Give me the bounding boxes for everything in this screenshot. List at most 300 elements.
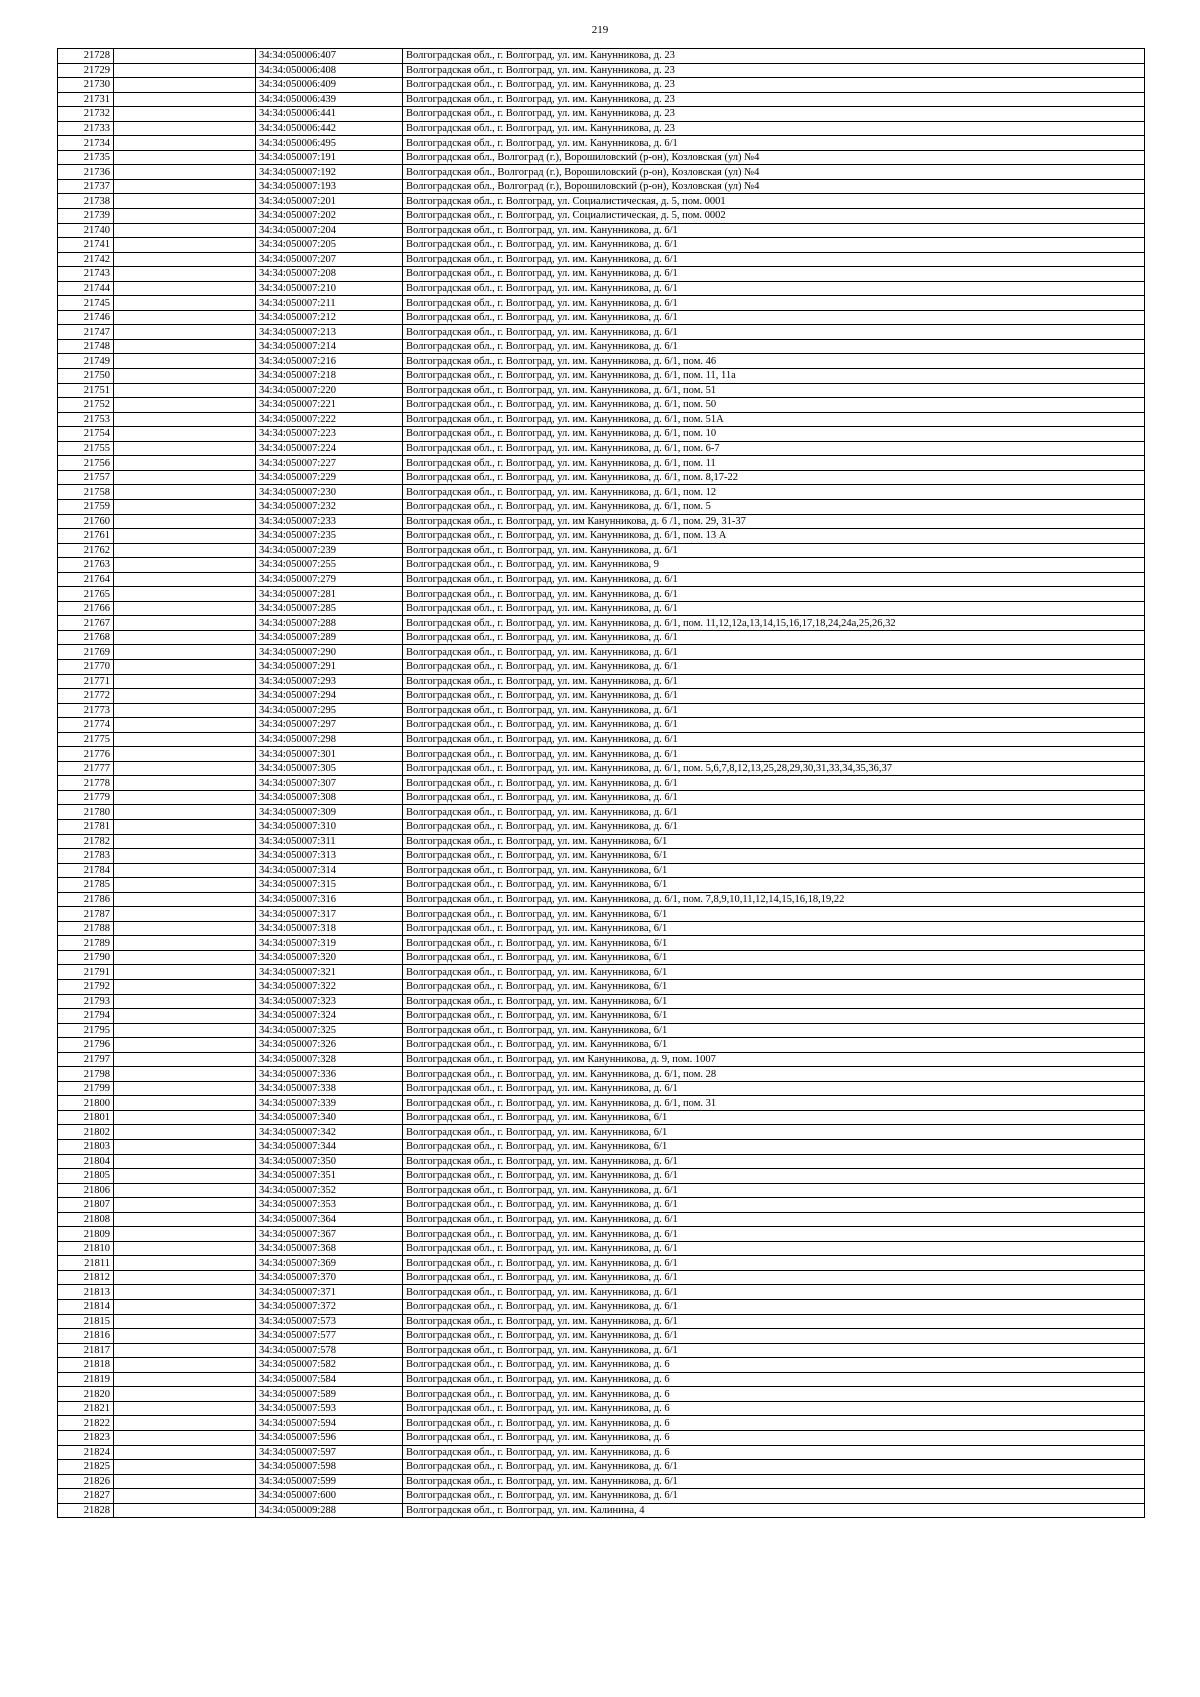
row-number-cell: 21802 <box>58 1125 114 1140</box>
row-number-cell: 21748 <box>58 339 114 354</box>
table-row <box>58 369 1145 384</box>
cadastral-number-cell: 34:34:050006:441 <box>256 107 403 122</box>
table-row <box>58 238 1145 253</box>
address-cell: Волгоградская обл., г. Волгоград, ул. им. Канунникова, д. 6 <box>403 1387 1145 1402</box>
cadastral-number-cell: 34:34:050007:307 <box>256 776 403 791</box>
table-row <box>58 1503 1145 1518</box>
blank-cell <box>114 543 256 558</box>
table-row <box>58 63 1145 78</box>
address-cell: Волгоградская обл., г. Волгоград, ул. им. Канунникова, д. 6/1 <box>403 310 1145 325</box>
table-row <box>58 601 1145 616</box>
table-row <box>58 1489 1145 1504</box>
cadastral-number-cell: 34:34:050007:233 <box>256 514 403 529</box>
blank-cell <box>114 819 256 834</box>
table-row <box>58 819 1145 834</box>
cadastral-number-cell: 34:34:050007:204 <box>256 223 403 238</box>
blank-cell <box>114 703 256 718</box>
blank-cell <box>114 1009 256 1024</box>
address-cell: Волгоградская обл., г. Волгоград, ул. им. Канунникова, д. 6/1 <box>403 325 1145 340</box>
address-cell: Волгоградская обл., г. Волгоград, ул. им. Канунникова, д. 6 <box>403 1358 1145 1373</box>
table-row <box>58 514 1145 529</box>
table-row <box>58 950 1145 965</box>
cadastral-number-cell: 34:34:050007:294 <box>256 689 403 704</box>
row-number-cell: 21742 <box>58 252 114 267</box>
cadastral-number-cell: 34:34:050007:336 <box>256 1067 403 1082</box>
table-row <box>58 1067 1145 1082</box>
cadastral-number-cell: 34:34:050007:371 <box>256 1285 403 1300</box>
table-row <box>58 1445 1145 1460</box>
address-cell: Волгоградская обл., г. Волгоград, ул. им. Канунникова, 6/1 <box>403 1023 1145 1038</box>
blank-cell <box>114 761 256 776</box>
blank-cell <box>114 1038 256 1053</box>
registry-table-body <box>58 49 1145 1518</box>
address-cell: Волгоградская обл., г. Волгоград, ул. им. Канунникова, 6/1 <box>403 1140 1145 1155</box>
address-cell: Волгоградская обл., г. Волгоград, ул. им. Канунникова, д. 6/1 <box>403 339 1145 354</box>
cadastral-number-cell: 34:34:050007:368 <box>256 1241 403 1256</box>
address-cell: Волгоградская обл., г. Волгоград, ул. им. Канунникова, д. 6/1, пом. 7,8,9,10,11,12,14,15,16,18,19,22 <box>403 892 1145 907</box>
address-cell: Волгоградская обл., г. Волгоград, ул. им. Канунникова, 9 <box>403 558 1145 573</box>
row-number-cell: 21795 <box>58 1023 114 1038</box>
cadastral-number-cell: 34:34:050007:594 <box>256 1416 403 1431</box>
row-number-cell: 21804 <box>58 1154 114 1169</box>
blank-cell <box>114 1387 256 1402</box>
address-cell: Волгоградская обл., г. Волгоград, ул. им. Канунникова, д. 6/1 <box>403 659 1145 674</box>
row-number-cell: 21751 <box>58 383 114 398</box>
row-number-cell: 21733 <box>58 121 114 136</box>
blank-cell <box>114 616 256 631</box>
address-cell: Волгоградская обл., г. Волгоград, ул. им. Канунникова, д. 6/1 <box>403 1300 1145 1315</box>
cadastral-number-cell: 34:34:050007:321 <box>256 965 403 980</box>
row-number-cell: 21828 <box>58 1503 114 1518</box>
blank-cell <box>114 1358 256 1373</box>
cadastral-number-cell: 34:34:050007:227 <box>256 456 403 471</box>
table-row <box>58 747 1145 762</box>
row-number-cell: 21787 <box>58 907 114 922</box>
address-cell: Волгоградская обл., г. Волгоград, ул. им. Канунникова, д. 23 <box>403 107 1145 122</box>
blank-cell <box>114 659 256 674</box>
address-cell: Волгоградская обл., г. Волгоград, ул. им. Канунникова, д. 6/1, пом. 51 <box>403 383 1145 398</box>
table-row <box>58 136 1145 151</box>
cadastral-number-cell: 34:34:050007:316 <box>256 892 403 907</box>
row-number-cell: 21777 <box>58 761 114 776</box>
table-row <box>58 834 1145 849</box>
address-cell: Волгоградская обл., г. Волгоград, ул. им. Канунникова, 6/1 <box>403 863 1145 878</box>
row-number-cell: 21744 <box>58 281 114 296</box>
cadastral-number-cell: 34:34:050007:326 <box>256 1038 403 1053</box>
table-row <box>58 892 1145 907</box>
table-row <box>58 383 1145 398</box>
blank-cell <box>114 936 256 951</box>
row-number-cell: 21803 <box>58 1140 114 1155</box>
blank-cell <box>114 1474 256 1489</box>
address-cell: Волгоградская обл., г. Волгоград, ул. им. Канунникова, д. 6/1 <box>403 1169 1145 1184</box>
address-cell: Волгоградская обл., г. Волгоград, ул. им. Канунникова, 6/1 <box>403 834 1145 849</box>
address-cell: Волгоградская обл., г. Волгоград, ул. им. Канунникова, д. 6/1 <box>403 1343 1145 1358</box>
blank-cell <box>114 1096 256 1111</box>
cadastral-number-cell: 34:34:050007:599 <box>256 1474 403 1489</box>
table-row <box>58 689 1145 704</box>
cadastral-number-cell: 34:34:050007:205 <box>256 238 403 253</box>
address-cell: Волгоградская обл., г. Волгоград, ул. им. Канунникова, д. 6 <box>403 1445 1145 1460</box>
row-number-cell: 21735 <box>58 150 114 165</box>
table-row <box>58 412 1145 427</box>
cadastral-number-cell: 34:34:050007:372 <box>256 1300 403 1315</box>
address-cell: Волгоградская обл., г. Волгоград, ул. им. Канунникова, д. 6/1, пом. 28 <box>403 1067 1145 1082</box>
row-number-cell: 21767 <box>58 616 114 631</box>
table-row <box>58 470 1145 485</box>
address-cell: Волгоградская обл., г. Волгоград, ул. им. Канунникова, д. 6/1 <box>403 703 1145 718</box>
cadastral-number-cell: 34:34:050007:322 <box>256 980 403 995</box>
address-cell: Волгоградская обл., г. Волгоград, ул. им. Канунникова, д. 6 <box>403 1430 1145 1445</box>
table-row <box>58 1460 1145 1475</box>
table-row <box>58 1096 1145 1111</box>
cadastral-number-cell: 34:34:050007:323 <box>256 994 403 1009</box>
cadastral-number-cell: 34:34:050007:573 <box>256 1314 403 1329</box>
cadastral-number-cell: 34:34:050007:191 <box>256 150 403 165</box>
row-number-cell: 21728 <box>58 49 114 64</box>
table-row <box>58 441 1145 456</box>
address-cell: Волгоградская обл., г. Волгоград, ул. им. Канунникова, д. 23 <box>403 49 1145 64</box>
blank-cell <box>114 892 256 907</box>
table-row <box>58 805 1145 820</box>
cadastral-number-cell: 34:34:050007:230 <box>256 485 403 500</box>
blank-cell <box>114 441 256 456</box>
address-cell: Волгоградская обл., г. Волгоград, ул. им. Канунникова, д. 6/1 <box>403 674 1145 689</box>
row-number-cell: 21771 <box>58 674 114 689</box>
cadastral-number-cell: 34:34:050007:339 <box>256 1096 403 1111</box>
blank-cell <box>114 427 256 442</box>
blank-cell <box>114 834 256 849</box>
cadastral-number-cell: 34:34:050007:320 <box>256 950 403 965</box>
blank-cell <box>114 194 256 209</box>
address-cell: Волгоградская обл., г. Волгоград, ул. им. Канунникова, д. 6/1, пом. 11, 11а <box>403 369 1145 384</box>
table-row <box>58 616 1145 631</box>
table-row <box>58 92 1145 107</box>
table-row <box>58 354 1145 369</box>
blank-cell <box>114 1081 256 1096</box>
cadastral-number-cell: 34:34:050007:202 <box>256 209 403 224</box>
table-row <box>58 1314 1145 1329</box>
registry-table <box>57 48 1145 1518</box>
blank-cell <box>114 1489 256 1504</box>
table-row <box>58 1372 1145 1387</box>
blank-cell <box>114 179 256 194</box>
row-number-cell: 21765 <box>58 587 114 602</box>
blank-cell <box>114 950 256 965</box>
blank-cell <box>114 267 256 282</box>
table-row <box>58 1009 1145 1024</box>
table-row <box>58 499 1145 514</box>
table-row <box>58 674 1145 689</box>
table-row <box>58 936 1145 951</box>
row-number-cell: 21801 <box>58 1110 114 1125</box>
blank-cell <box>114 630 256 645</box>
table-row <box>58 296 1145 311</box>
address-cell: Волгоградская обл., г. Волгоград, ул. им. Канунникова, 6/1 <box>403 1009 1145 1024</box>
row-number-cell: 21822 <box>58 1416 114 1431</box>
row-number-cell: 21764 <box>58 572 114 587</box>
cadastral-number-cell: 34:34:050007:192 <box>256 165 403 180</box>
address-cell: Волгоградская обл., г. Волгоград, ул. им. Канунникова, д. 6/1, пом. 11 <box>403 456 1145 471</box>
address-cell: Волгоградская обл., г. Волгоград, ул. им. Канунникова, д. 6/1 <box>403 1081 1145 1096</box>
cadastral-number-cell: 34:34:050006:439 <box>256 92 403 107</box>
cadastral-number-cell: 34:34:050006:442 <box>256 121 403 136</box>
cadastral-number-cell: 34:34:050007:589 <box>256 1387 403 1402</box>
cadastral-number-cell: 34:34:050007:221 <box>256 398 403 413</box>
cadastral-number-cell: 34:34:050007:281 <box>256 587 403 602</box>
address-cell: Волгоградская обл., г. Волгоград, ул. им. Канунникова, 6/1 <box>403 936 1145 951</box>
address-cell: Волгоградская обл., г. Волгоград, ул. им. Канунникова, д. 6/1 <box>403 543 1145 558</box>
blank-cell <box>114 878 256 893</box>
blank-cell <box>114 1212 256 1227</box>
row-number-cell: 21758 <box>58 485 114 500</box>
address-cell: Волгоградская обл., г. Волгоград, ул. им. Канунникова, д. 6/1 <box>403 1198 1145 1213</box>
row-number-cell: 21820 <box>58 1387 114 1402</box>
address-cell: Волгоградская обл., г. Волгоград, ул. им. Канунникова, д. 6/1, пом. 11,12,12а,13,14,15,16,17,18,24,24а,25,26,32 <box>403 616 1145 631</box>
address-cell: Волгоградская обл., г. Волгоград, ул. им. Канунникова, д. 6/1 <box>403 587 1145 602</box>
row-number-cell: 21800 <box>58 1096 114 1111</box>
row-number-cell: 21807 <box>58 1198 114 1213</box>
table-row <box>58 630 1145 645</box>
blank-cell <box>114 238 256 253</box>
address-cell: Волгоградская обл., г. Волгоград, ул. им. Канунникова, д. 6/1, пом. 13 А <box>403 529 1145 544</box>
table-row <box>58 1474 1145 1489</box>
cadastral-number-cell: 34:34:050007:212 <box>256 310 403 325</box>
row-number-cell: 21749 <box>58 354 114 369</box>
row-number-cell: 21796 <box>58 1038 114 1053</box>
row-number-cell: 21824 <box>58 1445 114 1460</box>
table-row <box>58 529 1145 544</box>
blank-cell <box>114 1329 256 1344</box>
row-number-cell: 21799 <box>58 1081 114 1096</box>
cadastral-number-cell: 34:34:050007:210 <box>256 281 403 296</box>
row-number-cell: 21747 <box>58 325 114 340</box>
address-cell: Волгоградская обл., г. Волгоград, ул. им. Канунникова, д. 6/1 <box>403 1256 1145 1271</box>
blank-cell <box>114 1503 256 1518</box>
table-row <box>58 761 1145 776</box>
row-number-cell: 21778 <box>58 776 114 791</box>
cadastral-number-cell: 34:34:050007:593 <box>256 1401 403 1416</box>
row-number-cell: 21743 <box>58 267 114 282</box>
table-row <box>58 1110 1145 1125</box>
address-cell: Волгоградская обл., г. Волгоград, ул. им. Канунникова, д. 6/1 <box>403 1474 1145 1489</box>
blank-cell <box>114 674 256 689</box>
cadastral-number-cell: 34:34:050007:342 <box>256 1125 403 1140</box>
blank-cell <box>114 1460 256 1475</box>
cadastral-number-cell: 34:34:050007:344 <box>256 1140 403 1155</box>
table-row <box>58 776 1145 791</box>
row-number-cell: 21785 <box>58 878 114 893</box>
row-number-cell: 21761 <box>58 529 114 544</box>
address-cell: Волгоградская обл., г. Волгоград, ул. им. Канунникова, д. 6 <box>403 1416 1145 1431</box>
blank-cell <box>114 1343 256 1358</box>
cadastral-number-cell: 34:34:050007:211 <box>256 296 403 311</box>
table-row <box>58 1256 1145 1271</box>
blank-cell <box>114 1140 256 1155</box>
cadastral-number-cell: 34:34:050007:315 <box>256 878 403 893</box>
blank-cell <box>114 456 256 471</box>
cadastral-number-cell: 34:34:050007:201 <box>256 194 403 209</box>
blank-cell <box>114 980 256 995</box>
blank-cell <box>114 165 256 180</box>
row-number-cell: 21762 <box>58 543 114 558</box>
blank-cell <box>114 78 256 93</box>
cadastral-number-cell: 34:34:050007:220 <box>256 383 403 398</box>
blank-cell <box>114 150 256 165</box>
table-row <box>58 718 1145 733</box>
address-cell: Волгоградская обл., г. Волгоград, ул. им. Канунникова, д. 6/1 <box>403 1154 1145 1169</box>
cadastral-number-cell: 34:34:050007:295 <box>256 703 403 718</box>
address-cell: Волгоградская обл., г. Волгоград, ул. им. Канунникова, 6/1 <box>403 1125 1145 1140</box>
address-cell: Волгоградская обл., Волгоград (г.), Ворошиловский (р-он), Козловская (ул) №4 <box>403 179 1145 194</box>
table-row <box>58 1212 1145 1227</box>
blank-cell <box>114 587 256 602</box>
row-number-cell: 21816 <box>58 1329 114 1344</box>
row-number-cell: 21782 <box>58 834 114 849</box>
table-row <box>58 1023 1145 1038</box>
blank-cell <box>114 849 256 864</box>
cadastral-number-cell: 34:34:050007:309 <box>256 805 403 820</box>
row-number-cell: 21759 <box>58 499 114 514</box>
table-row <box>58 1241 1145 1256</box>
address-cell: Волгоградская обл., г. Волгоград, ул. им. Канунникова, д. 6/1 <box>403 252 1145 267</box>
table-row <box>58 1183 1145 1198</box>
address-cell: Волгоградская обл., г. Волгоград, ул. им. Канунникова, д. 23 <box>403 78 1145 93</box>
address-cell: Волгоградская обл., г. Волгоград, ул. им. Канунникова, д. 6/1 <box>403 296 1145 311</box>
cadastral-number-cell: 34:34:050006:407 <box>256 49 403 64</box>
blank-cell <box>114 209 256 224</box>
address-cell: Волгоградская обл., г. Волгоград, ул. им. Канунникова, д. 6/1 <box>403 601 1145 616</box>
blank-cell <box>114 514 256 529</box>
table-row <box>58 325 1145 340</box>
cadastral-number-cell: 34:34:050007:367 <box>256 1227 403 1242</box>
blank-cell <box>114 732 256 747</box>
address-cell: Волгоградская обл., г. Волгоград, ул. им. Канунникова, д. 23 <box>403 92 1145 107</box>
row-number-cell: 21773 <box>58 703 114 718</box>
blank-cell <box>114 310 256 325</box>
row-number-cell: 21779 <box>58 790 114 805</box>
cadastral-number-cell: 34:34:050007:600 <box>256 1489 403 1504</box>
blank-cell <box>114 1314 256 1329</box>
cadastral-number-cell: 34:34:050007:297 <box>256 718 403 733</box>
row-number-cell: 21763 <box>58 558 114 573</box>
cadastral-number-cell: 34:34:050007:208 <box>256 267 403 282</box>
blank-cell <box>114 107 256 122</box>
table-row <box>58 587 1145 602</box>
cadastral-number-cell: 34:34:050007:597 <box>256 1445 403 1460</box>
address-cell: Волгоградская обл., г. Волгоград, ул. им. Канунникова, 6/1 <box>403 878 1145 893</box>
address-cell: Волгоградская обл., г. Волгоград, ул. им. Канунникова, д. 6/1 <box>403 1329 1145 1344</box>
cadastral-number-cell: 34:34:050007:232 <box>256 499 403 514</box>
row-number-cell: 21736 <box>58 165 114 180</box>
cadastral-number-cell: 34:34:050007:598 <box>256 1460 403 1475</box>
row-number-cell: 21798 <box>58 1067 114 1082</box>
blank-cell <box>114 805 256 820</box>
table-row <box>58 194 1145 209</box>
blank-cell <box>114 994 256 1009</box>
address-cell: Волгоградская обл., г. Волгоград, ул. им. Канунникова, д. 6/1 <box>403 747 1145 762</box>
blank-cell <box>114 49 256 64</box>
address-cell: Волгоградская обл., г. Волгоград, ул. им. Канунникова, д. 6/1 <box>403 281 1145 296</box>
row-number-cell: 21825 <box>58 1460 114 1475</box>
address-cell: Волгоградская обл., г. Волгоград, ул. им. Канунникова, д. 6/1 <box>403 1227 1145 1242</box>
cadastral-number-cell: 34:34:050007:216 <box>256 354 403 369</box>
cadastral-number-cell: 34:34:050007:311 <box>256 834 403 849</box>
address-cell: Волгоградская обл., г. Волгоград, ул. Социалистическая, д. 5, пом. 0001 <box>403 194 1145 209</box>
table-row <box>58 107 1145 122</box>
cadastral-number-cell: 34:34:050007:214 <box>256 339 403 354</box>
address-cell: Волгоградская обл., г. Волгоград, ул. им. Канунникова, д. 6 <box>403 1372 1145 1387</box>
address-cell: Волгоградская обл., г. Волгоград, ул. им. Канунникова, д. 6/1 <box>403 267 1145 282</box>
row-number-cell: 21813 <box>58 1285 114 1300</box>
blank-cell <box>114 383 256 398</box>
row-number-cell: 21786 <box>58 892 114 907</box>
row-number-cell: 21792 <box>58 980 114 995</box>
row-number-cell: 21772 <box>58 689 114 704</box>
blank-cell <box>114 296 256 311</box>
cadastral-number-cell: 34:34:050007:370 <box>256 1270 403 1285</box>
blank-cell <box>114 747 256 762</box>
cadastral-number-cell: 34:34:050007:222 <box>256 412 403 427</box>
cadastral-number-cell: 34:34:050007:350 <box>256 1154 403 1169</box>
cadastral-number-cell: 34:34:050007:351 <box>256 1169 403 1184</box>
address-cell: Волгоградская обл., г. Волгоград, ул. им. Канунникова, д. 6/1 <box>403 1285 1145 1300</box>
address-cell: Волгоградская обл., г. Волгоград, ул. им. Канунникова, д. 6/1 <box>403 1460 1145 1475</box>
address-cell: Волгоградская обл., г. Волгоград, ул. им. Канунникова, д. 6/1 <box>403 1241 1145 1256</box>
table-row <box>58 1154 1145 1169</box>
table-row <box>58 1358 1145 1373</box>
row-number-cell: 21790 <box>58 950 114 965</box>
cadastral-number-cell: 34:34:050007:235 <box>256 529 403 544</box>
blank-cell <box>114 689 256 704</box>
row-number-cell: 21776 <box>58 747 114 762</box>
row-number-cell: 21775 <box>58 732 114 747</box>
row-number-cell: 21827 <box>58 1489 114 1504</box>
address-cell: Волгоградская обл., г. Волгоград, ул. им. Канунникова, д. 6/1, пом. 8,17-22 <box>403 470 1145 485</box>
cadastral-number-cell: 34:34:050007:229 <box>256 470 403 485</box>
table-row <box>58 1401 1145 1416</box>
address-cell: Волгоградская обл., г. Волгоград, ул. им. Канунникова, 6/1 <box>403 994 1145 1009</box>
table-row <box>58 1343 1145 1358</box>
table-row <box>58 849 1145 864</box>
cadastral-number-cell: 34:34:050006:408 <box>256 63 403 78</box>
table-row <box>58 703 1145 718</box>
table-row <box>58 456 1145 471</box>
row-number-cell: 21812 <box>58 1270 114 1285</box>
address-cell: Волгоградская обл., г. Волгоград, ул. им. Канунникова, д. 6/1 <box>403 645 1145 660</box>
table-row <box>58 1300 1145 1315</box>
row-number-cell: 21821 <box>58 1401 114 1416</box>
blank-cell <box>114 470 256 485</box>
blank-cell <box>114 776 256 791</box>
row-number-cell: 21752 <box>58 398 114 413</box>
address-cell: Волгоградская обл., г. Волгоград, ул. им. Канунникова, д. 6/1 <box>403 572 1145 587</box>
address-cell: Волгоградская обл., г. Волгоград, ул. им. Канунникова, д. 6/1 <box>403 223 1145 238</box>
address-cell: Волгоградская обл., г. Волгоград, ул. им. Канунникова, д. 6 <box>403 1401 1145 1416</box>
row-number-cell: 21817 <box>58 1343 114 1358</box>
blank-cell <box>114 1110 256 1125</box>
cadastral-number-cell: 34:34:050007:218 <box>256 369 403 384</box>
table-row <box>58 78 1145 93</box>
cadastral-number-cell: 34:34:050007:308 <box>256 790 403 805</box>
cadastral-number-cell: 34:34:050007:582 <box>256 1358 403 1373</box>
table-row <box>58 179 1145 194</box>
table-row <box>58 1169 1145 1184</box>
cadastral-number-cell: 34:34:050007:207 <box>256 252 403 267</box>
blank-cell <box>114 1372 256 1387</box>
blank-cell <box>114 485 256 500</box>
blank-cell <box>114 601 256 616</box>
